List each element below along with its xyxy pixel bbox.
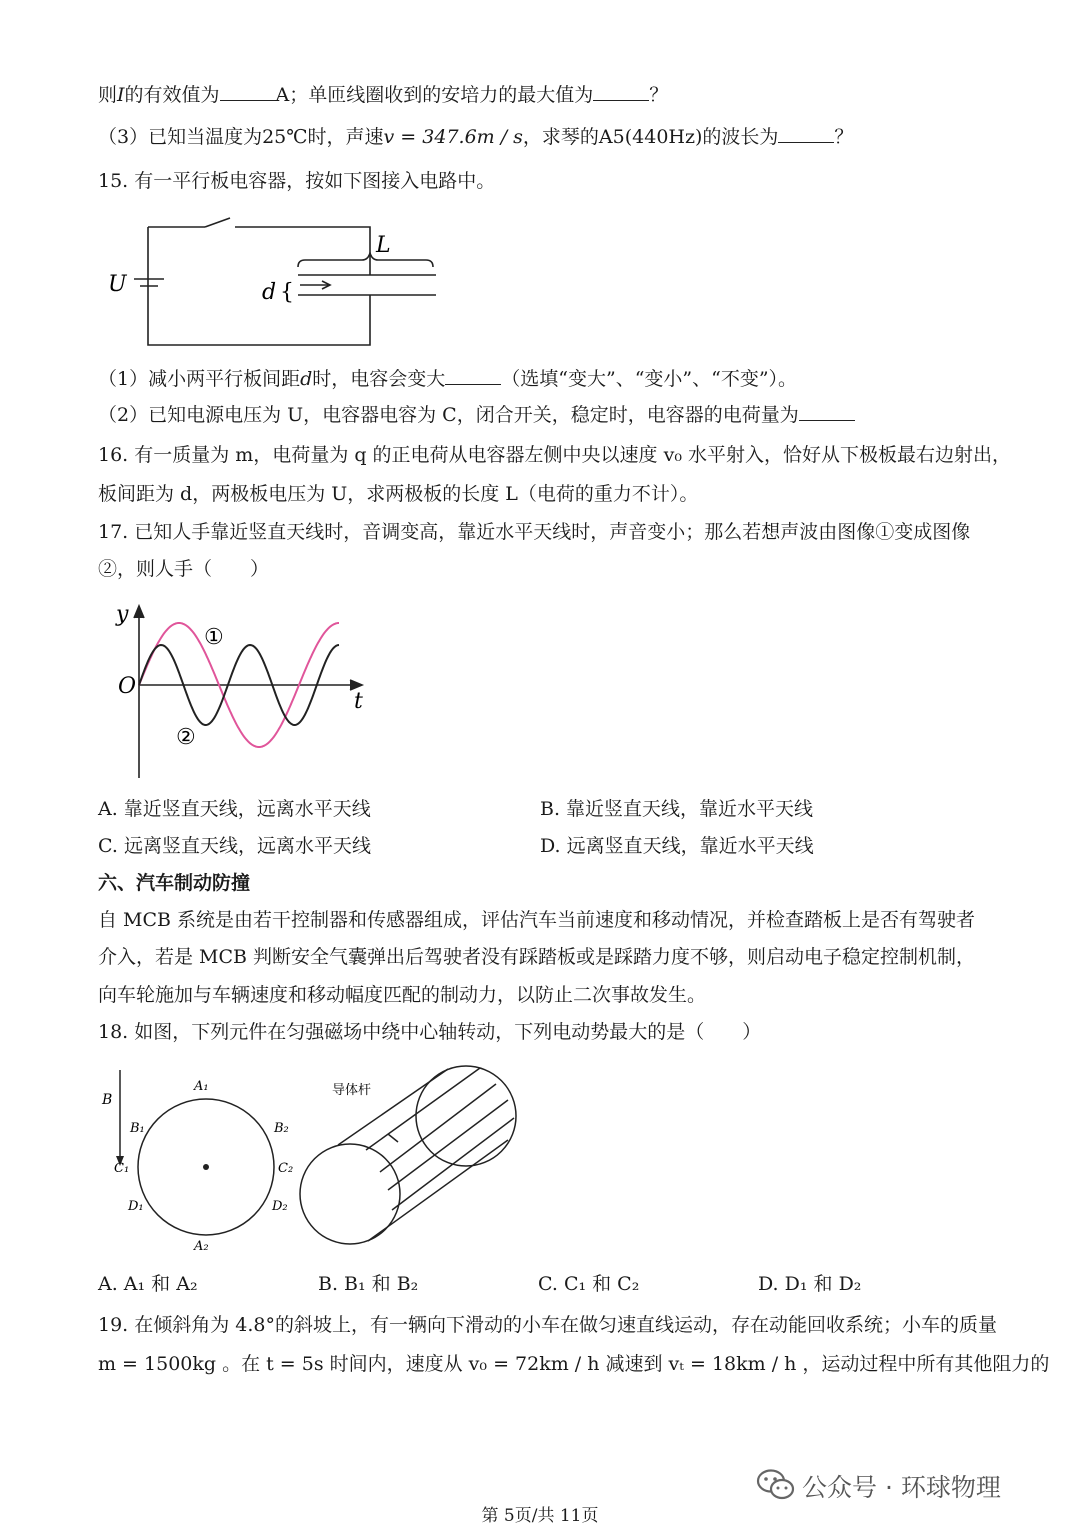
wechat-icon — [756, 1468, 796, 1502]
q15-part1: （1）减小两平行板间距d时，电容会变大 （选填“变大”、“变小”、“不变”）。 — [98, 368, 798, 390]
q18-option-b[interactable]: B. B₁ 和 B₂ — [318, 1273, 419, 1295]
wave-1-label: ① — [204, 625, 224, 650]
capacitor-circuit-figure — [100, 215, 440, 350]
q18-option-c[interactable]: C. C₁ 和 C₂ — [538, 1273, 640, 1295]
watermark-text: 公众号 · 环球物理 — [802, 1473, 1001, 1502]
section-paragraph-1: 自 MCB 系统是由若干控制器和传感器组成，评估汽车当前速度和移动情况，并检查踏板上是否有驾驶者 — [98, 909, 976, 931]
q19-line2: m = 1500kg 。在 t = 5s 时间内，速度从 v₀ = 72km / h 减速到 vₜ = 18km / h ，运动过程中所有其他阻力的 — [98, 1353, 1050, 1375]
label-U: U — [108, 272, 127, 297]
watermark — [756, 1466, 1056, 1502]
brace-d: { — [280, 280, 294, 305]
label-D1: D₁ — [128, 1199, 144, 1214]
q14-part3: （3）已知当温度为25℃时，声速v = 347.6m / s，求琴的A5(440Hz)的波长为 ？ — [98, 126, 854, 148]
q18-stem: 18. 如图，下列元件在匀强磁场中绕中心轴转动，下列电动势最大的是（ ） — [98, 1021, 762, 1043]
answer-blank[interactable] — [220, 82, 276, 101]
label-B1: B₁ — [130, 1121, 145, 1136]
wave-2-label: ② — [176, 725, 196, 750]
axis-t-label: t — [354, 689, 363, 714]
origin-label: O — [118, 674, 137, 699]
answer-blank[interactable] — [778, 124, 834, 143]
q17-option-c[interactable]: C. 远离竖直天线，远离水平天线 — [98, 835, 371, 857]
answer-blank[interactable] — [799, 402, 855, 421]
axis-y-label: y — [116, 602, 129, 627]
page-footer: 第 5页/共 11页 — [481, 1506, 599, 1526]
label-B-field: B — [102, 1092, 113, 1108]
label-A2: A₂ — [194, 1239, 209, 1254]
q17-option-b[interactable]: B. 靠近竖直天线，靠近水平天线 — [540, 798, 814, 820]
rotating-elements-figure — [98, 1060, 538, 1260]
label-conductor-rod: 导体杆 — [332, 1083, 372, 1098]
section-paragraph-3: 向车轮施加与车辆速度和移动幅度匹配的制动力，以防止二次事故发生。 — [98, 984, 707, 1006]
q17-option-d[interactable]: D. 远离竖直天线，靠近水平天线 — [540, 835, 814, 857]
q17-option-a[interactable]: A. 靠近竖直天线，远离水平天线 — [98, 798, 371, 820]
label-B2: B₂ — [274, 1121, 289, 1136]
label-A1: A₁ — [194, 1079, 209, 1094]
label-L: L — [376, 233, 391, 258]
q17-line1: 17. 已知人手靠近竖直天线时，音调变高，靠近水平天线时，声音变小；那么若想声波由图像①变成图像 — [98, 521, 971, 543]
q18-option-d[interactable]: D. D₁ 和 D₂ — [758, 1273, 862, 1295]
sound-wave-graph — [108, 598, 378, 783]
q17-line2: ②，则人手（ ） — [98, 558, 270, 580]
answer-blank[interactable] — [593, 82, 649, 101]
q16-line2: 板间距为 d，两极板电压为 U，求两极板的长度 L（电荷的重力不计）。 — [98, 483, 699, 505]
answer-blank[interactable] — [445, 366, 501, 385]
q15-stem: 15. 有一平行板电容器，按如下图接入电路中。 — [98, 170, 496, 192]
q18-option-a[interactable]: A. A₁ 和 A₂ — [98, 1273, 198, 1295]
section-paragraph-2: 介入，若是 MCB 判断安全气囊弹出后驾驶者没有踩踏板或是踩踏力度不够，则启动电子稳定控制机制， — [98, 946, 976, 968]
label-C1: C₁ — [114, 1161, 130, 1176]
label-D2: D₂ — [272, 1199, 288, 1214]
q19-line1: 19. 在倾斜角为 4.8°的斜坡上，有一辆向下滑动的小车在做匀速直线运动，存在动能回收系统；小车的质量 — [98, 1314, 998, 1336]
q14-line-a: 则I的有效值为 A；单匝线圈收到的安培力的最大值为 ？ — [98, 84, 669, 106]
q15-part2: （2）已知电源电压为 U，电容器电容为 C，闭合开关，稳定时，电容器的电荷量为 — [98, 402, 855, 428]
section-title: 六、汽车制动防撞 — [98, 872, 251, 894]
q16-line1: 16. 有一质量为 m，电荷量为 q 的正电荷从电容器左侧中央以速度 v₀ 水平射入，恰好从下极板最右边射出， — [98, 444, 1011, 466]
label-d: d — [262, 280, 277, 305]
label-C2: C₂ — [278, 1161, 294, 1176]
